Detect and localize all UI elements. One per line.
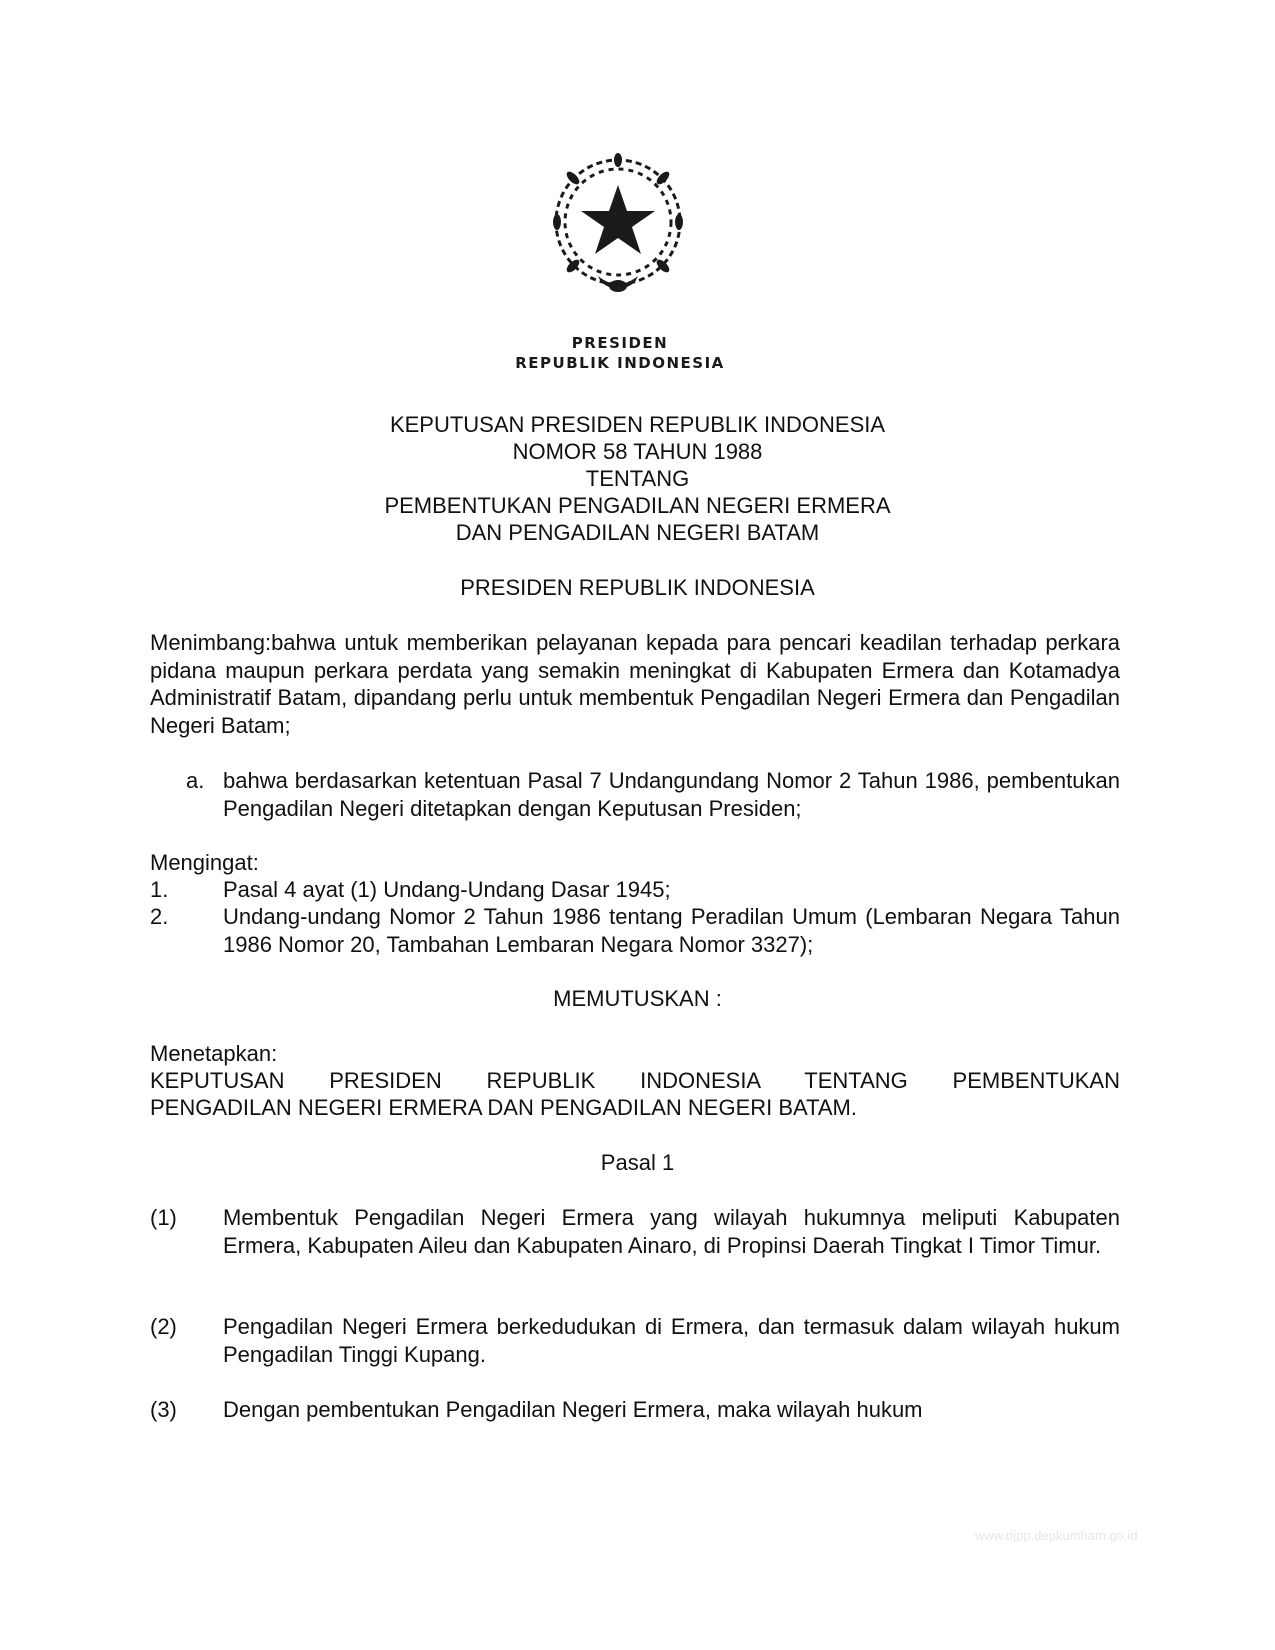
pasal-1-item-2 bbox=[150, 1313, 1120, 1368]
seal-line-1: PRESIDEN bbox=[571, 334, 669, 352]
star-wreath-icon bbox=[543, 150, 693, 300]
menimbang-item-a bbox=[150, 767, 1120, 822]
menetapkan-line-2: PENGADILAN NEGERI ERMERA DAN PENGADILAN NEGERI BATAM. bbox=[150, 1095, 857, 1120]
seal-caption bbox=[470, 333, 770, 373]
issuer-heading: PRESIDEN REPUBLIK INDONESIA bbox=[460, 575, 815, 600]
menetapkan-line-1: KEPUTUSAN PRESIDEN REPUBLIK INDONESIA TENTANG PEMBENTUKAN bbox=[150, 1068, 1120, 1093]
menetapkan-heading: Menetapkan: bbox=[150, 1041, 278, 1066]
document-title bbox=[150, 411, 1125, 546]
title-line-5: DAN PENGADILAN NEGERI BATAM bbox=[455, 520, 820, 545]
item-label: 1. bbox=[150, 877, 169, 902]
title-line-2: NOMOR 58 TAHUN 1988 bbox=[512, 439, 763, 464]
pasal-1-heading: Pasal 1 bbox=[600, 1150, 675, 1175]
item-label: a. bbox=[186, 768, 205, 793]
item-label: 2. bbox=[150, 904, 169, 929]
item-text: Undang-undang Nomor 2 Tahun 1986 tentang Peradilan Umum (Lembaran Negara Tahun 1986 Nomor 20, Tambahan Lembaran Negara Nomor 3327); bbox=[223, 904, 1120, 957]
pasal-1-item-3 bbox=[150, 1396, 1120, 1424]
memutuskan-heading: MEMUTUSKAN : bbox=[553, 986, 722, 1011]
title-line-4: PEMBENTUKAN PENGADILAN NEGERI ERMERA bbox=[384, 493, 891, 518]
item-text: Dengan pembentukan Pengadilan Negeri Ermera, maka wilayah hukum bbox=[223, 1397, 923, 1422]
mengingat-item-2 bbox=[150, 903, 1120, 958]
item-label: (1) bbox=[150, 1205, 177, 1230]
item-label: (2) bbox=[150, 1314, 177, 1339]
pasal-1-item-1 bbox=[150, 1204, 1120, 1259]
seal-line-2: REPUBLIK INDONESIA bbox=[515, 354, 725, 372]
presidential-emblem bbox=[543, 150, 693, 300]
watermark: www.djpp.depkumham.go.id bbox=[975, 1528, 1138, 1543]
item-text: Pengadilan Negeri Ermera berkedudukan di Ermera, dan termasuk dalam wilayah hukum Pengadilan Tinggi Kupang. bbox=[223, 1314, 1120, 1367]
item-text: Membentuk Pengadilan Negeri Ermera yang wilayah hukumnya meliputi Kabupaten Ermera, Kabupaten Aileu dan Kabupaten Ainaro, di Propinsi Daerah Tingkat I Timor Timur. bbox=[223, 1205, 1120, 1258]
mengingat-heading: Mengingat: bbox=[150, 850, 259, 875]
mengingat-item-1 bbox=[150, 876, 1120, 904]
menimbang-paragraph: Menimbang:bahwa untuk memberikan pelayanan kepada para pencari keadilan terhadap perkara pidana maupun perkara perdata yang semakin meningkat di Kabupaten Ermera dan Kotamadya Administratif Batam, dipandang perlu untuk membentuk Pengadilan Negeri Ermera dan Pengadilan Negeri Batam; bbox=[150, 630, 1120, 738]
item-label: (3) bbox=[150, 1397, 177, 1422]
title-line-3: TENTANG bbox=[585, 466, 690, 491]
item-text: Pasal 4 ayat (1) Undang-Undang Dasar 1945; bbox=[223, 877, 671, 902]
title-line-1: KEPUTUSAN PRESIDEN REPUBLIK INDONESIA bbox=[389, 412, 886, 437]
item-text: bahwa berdasarkan ketentuan Pasal 7 Undangundang Nomor 2 Tahun 1986, pembentukan Pengadilan Negeri ditetapkan dengan Keputusan Presiden; bbox=[223, 768, 1120, 821]
